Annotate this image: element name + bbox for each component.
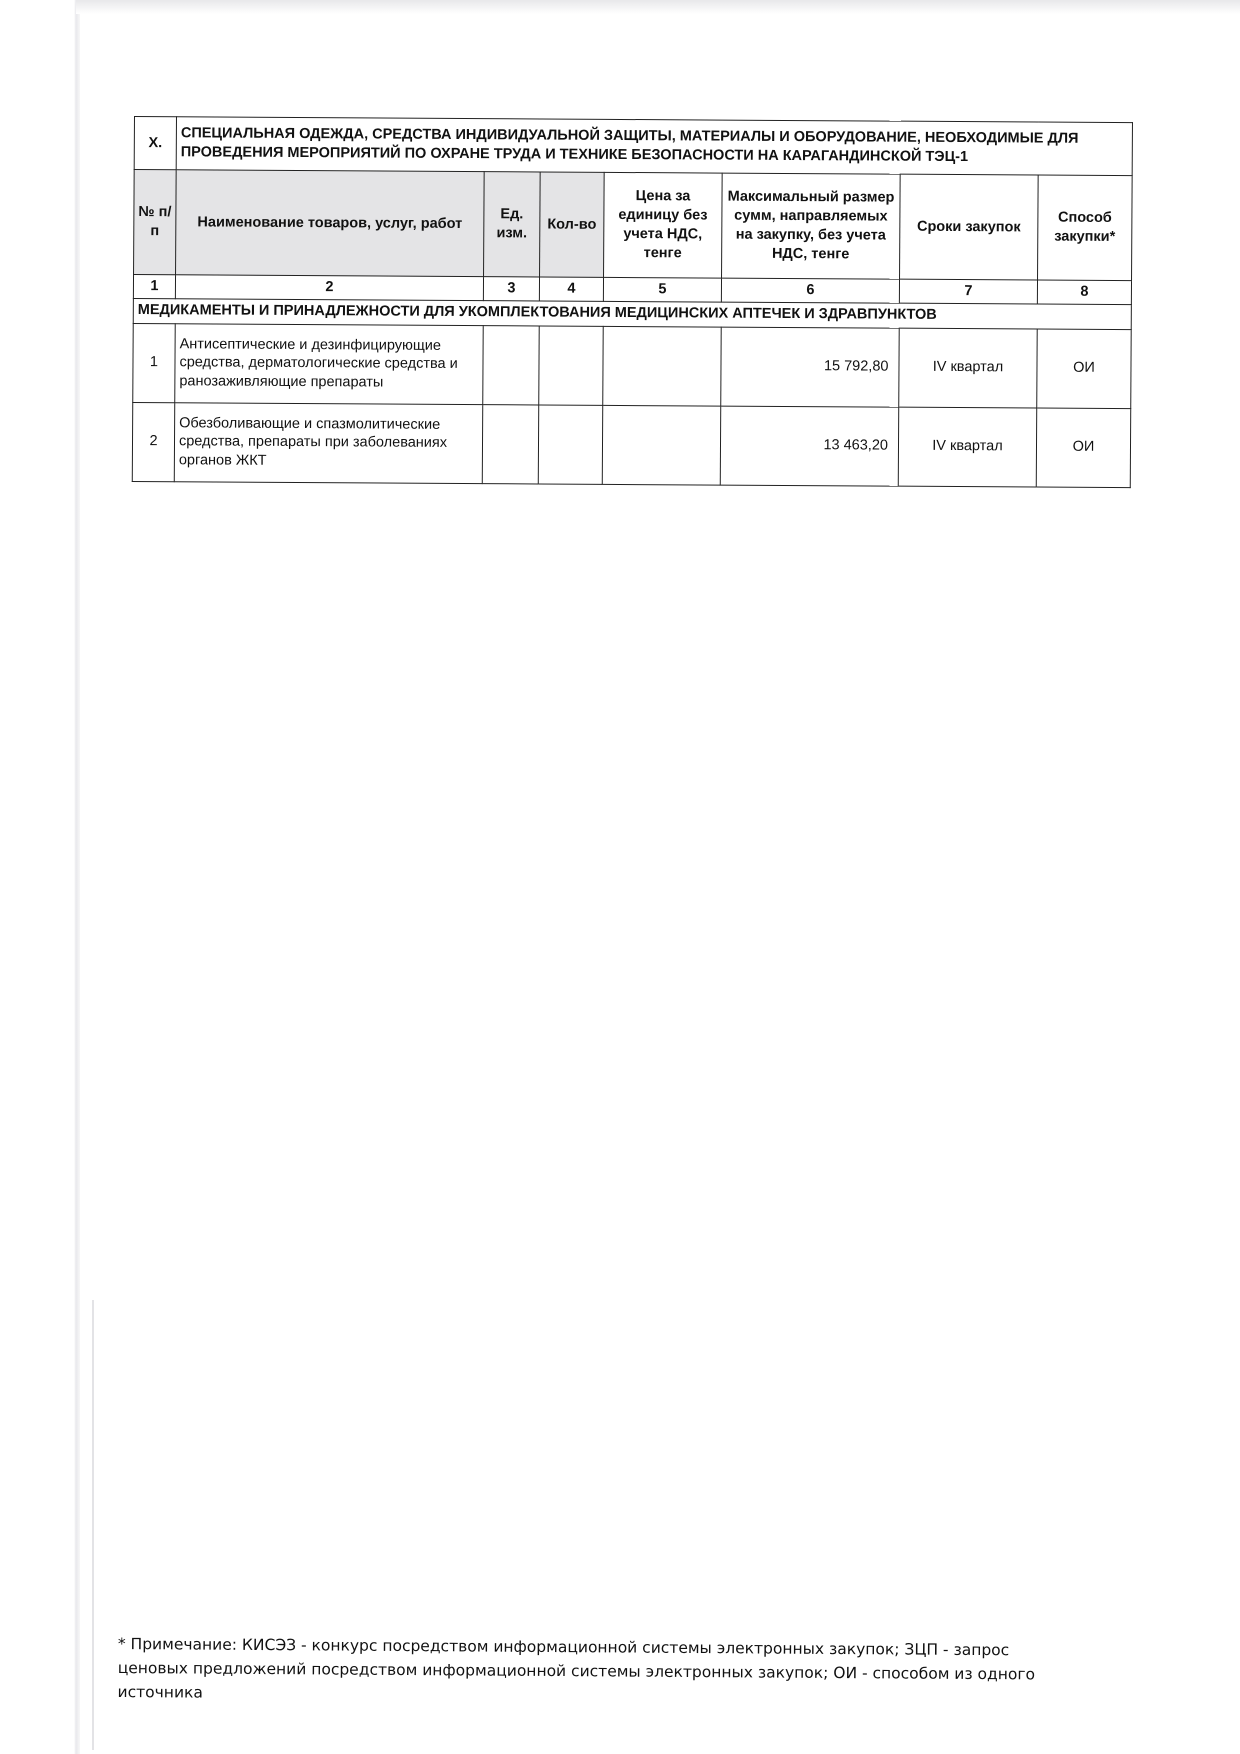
row-unit [482, 404, 538, 483]
row-unit [483, 325, 539, 404]
row-method: ОИ [1037, 329, 1131, 409]
row-qty [539, 326, 603, 405]
col-number: 5 [603, 277, 721, 302]
col-number: 3 [483, 277, 539, 301]
col-header-period: Сроки закупок [900, 174, 1039, 280]
section-number: X. [134, 117, 176, 170]
col-header-name: Наименование товаров, услуг, работ [176, 170, 485, 277]
col-number: 7 [899, 279, 1037, 304]
row-qty [538, 405, 602, 484]
scan-left-edge [0, 0, 80, 1754]
row-num: 1 [133, 323, 175, 402]
row-max-sum: 13 463,20 [720, 406, 898, 486]
subsection-title: МЕДИКАМЕНТЫ И ПРИНАДЛЕЖНОСТИ ДЛЯ УКОМПЛЕКТОВАНИЯ МЕДИЦИНСКИХ АПТЕЧЕК И ЗДРАВПУНКТОВ [133, 298, 1131, 329]
scan-fold-line [92, 1300, 94, 1750]
col-header-max-sum: Максимальный размер сумм, направляемых на закупку, без учета НДС, тенге [722, 173, 901, 279]
col-number: 8 [1037, 280, 1131, 304]
table-row [132, 402, 1130, 487]
col-number: 2 [175, 275, 483, 301]
row-period: IV квартал [898, 407, 1036, 487]
row-price [603, 326, 721, 406]
row-num: 2 [132, 402, 174, 481]
col-header-num: № п/п [134, 170, 177, 275]
column-header-row [134, 170, 1133, 281]
row-name: Антисептические и дезинфицирующие средства, дерматологические средства и ранозаживляющие препараты [175, 324, 483, 405]
col-number: 6 [721, 278, 899, 303]
row-period: IV квартал [899, 328, 1037, 408]
col-number: 4 [539, 277, 603, 301]
row-max-sum: 15 792,80 [721, 327, 899, 407]
row-price [602, 405, 720, 485]
col-header-method: Способ закупки* [1038, 175, 1133, 281]
col-number: 1 [133, 275, 175, 299]
table-row [133, 323, 1131, 408]
col-header-price: Цена за единицу без учета НДС, тенге [604, 172, 723, 278]
section-header-row [134, 117, 1132, 176]
footnote: * Примечание: КИСЭЗ - конкурс посредством информационной системы электронных закупок; ЗЦП - запрос ценовых предложений посредством информационной системы электронных закупок; ОИ - способом из одного источника [117, 1634, 1036, 1702]
procurement-table [132, 116, 1133, 488]
section-title: СПЕЦИАЛЬНАЯ ОДЕЖДА, СРЕДСТВА ИНДИВИДУАЛЬНОЙ ЗАЩИТЫ, МАТЕРИАЛЫ И ОБОРУДОВАНИЕ, НЕОБХОДИМЫЕ ДЛЯ ПРОВЕДЕНИЯ МЕРОПРИЯТИЙ ПО ОХРАНЕ ТРУДА И ТЕХНИКЕ БЕЗОПАСНОСТИ НА КАРАГАНДИНСКОЙ ТЭЦ-1 [176, 117, 1132, 176]
row-method: ОИ [1036, 408, 1130, 488]
col-header-qty: Кол-во [540, 172, 605, 277]
col-header-unit: Ед. изм. [484, 172, 541, 277]
scan-top-edge [76, 0, 1240, 14]
row-name: Обезболивающие и спазмолитические средства, препараты при заболеваниях органов ЖКТ [174, 403, 482, 484]
